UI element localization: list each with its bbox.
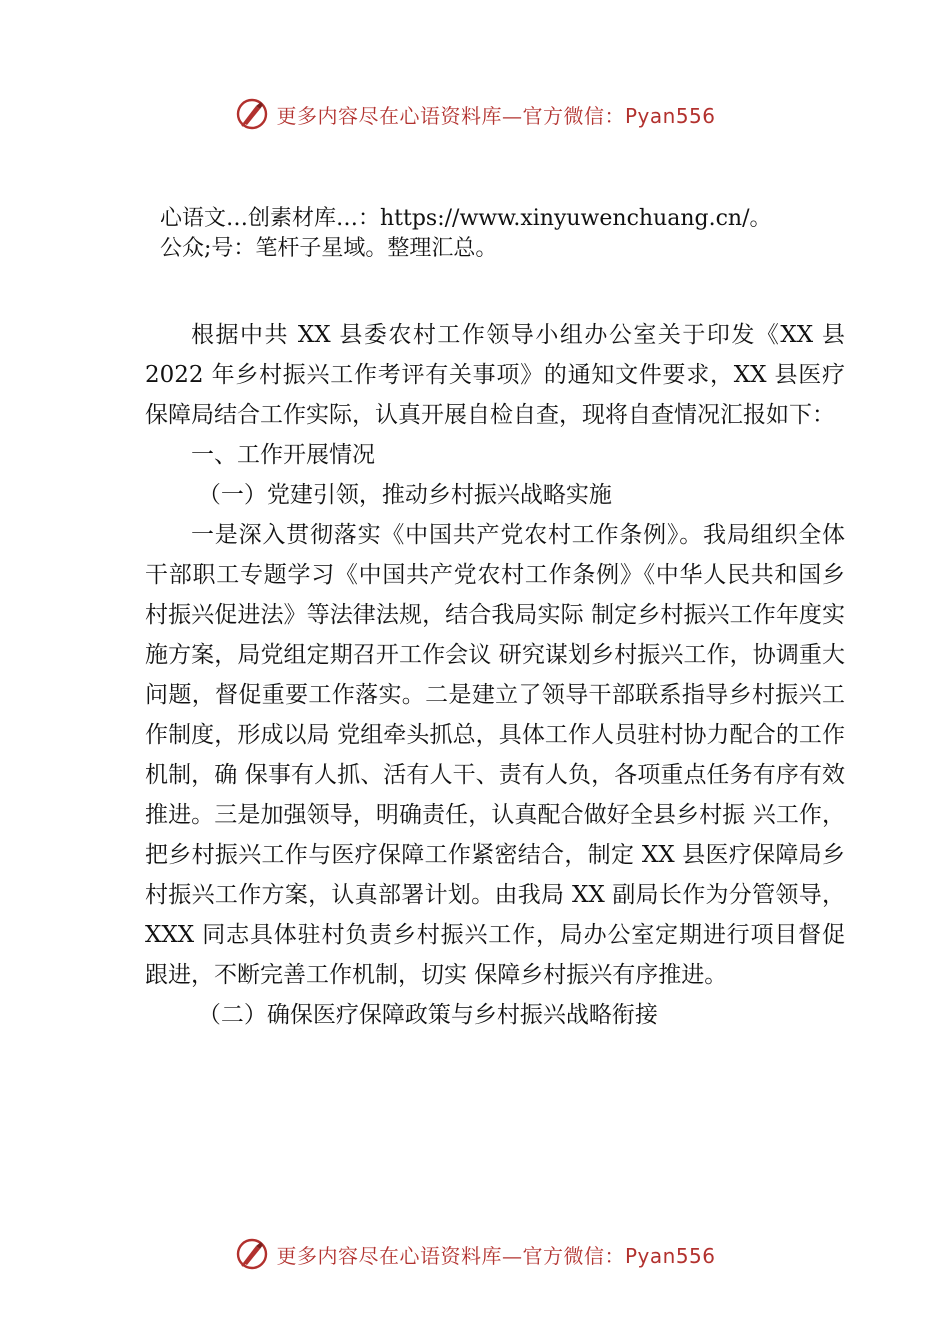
- wechat-id: Pyan556: [624, 1243, 716, 1268]
- source-note: [160, 204, 860, 264]
- subsection-heading-1: （一）党建引领，推动乡村振兴战略实施: [197, 482, 612, 508]
- wechat-id: Pyan556: [624, 103, 716, 128]
- source-line-account: 公众;号：笔杆子星域。整理汇总。: [160, 236, 498, 261]
- footer-banner: [0, 1234, 950, 1274]
- banner-text: 更多内容尽在心语资料库—官方微信：Pyan556: [276, 1243, 716, 1268]
- section-heading-1: 一、工作开展情况: [191, 442, 375, 468]
- source-line-website: 心语文…创素材库…：https://www.xinyuwenchuang.cn/。: [160, 206, 772, 231]
- quill-pen-circle-icon: [234, 1236, 270, 1272]
- banner-text: 更多内容尽在心语资料库—官方微信：Pyan556: [276, 103, 716, 128]
- quill-pen-circle-icon: [234, 96, 270, 132]
- document-body: [145, 315, 845, 1035]
- intro-paragraph: 根据中共 XX 县委农村工作领导小组办公室关于印发《XX 县 2022 年乡村振兴工作考评有关事项》的通知文件要求，XX 县医疗保障局结合工作实际，认真开展自检自查，现将自查情况汇报如下：: [145, 322, 845, 428]
- body-paragraph-1: 一是深入贯彻落实《中国共产党农村工作条例》。我局组织全体干部职工专题学习《中国共产党农村工作条例》《中华人民共和国乡村振兴促进法》等法律法规，结合我局实际 制定乡村振兴工作年度实施方案，局党组定期召开工作会议 研究谋划乡村振兴工作，协调重大问题，督促重要工作落实。二是建立了领导干部联系指导乡村振兴工作制度，形成以局 党组牵头抓总，具体工作人员驻村协力配合的工作机制，确 保事有人抓、活有人干、责有人负，各项重点任务有序有效 推进。三是加强领导，明确责任，认真配合做好全县乡村振 兴工作，把乡村振兴工作与医疗保障工作紧密结合，制定 XX 县医疗保障局乡村振兴工作方案，认真部署计划。由我局 XX 副局长作为分管领导，XXX 同志具体驻村负责乡村振兴工作，局办公室定期进行项目督促跟进，不断完善工作机制，切实 保障乡村振兴有序推进。: [145, 522, 845, 988]
- subsection-heading-2: （二）确保医疗保障政策与乡村振兴战略衔接: [197, 1002, 658, 1028]
- header-banner: [0, 94, 950, 134]
